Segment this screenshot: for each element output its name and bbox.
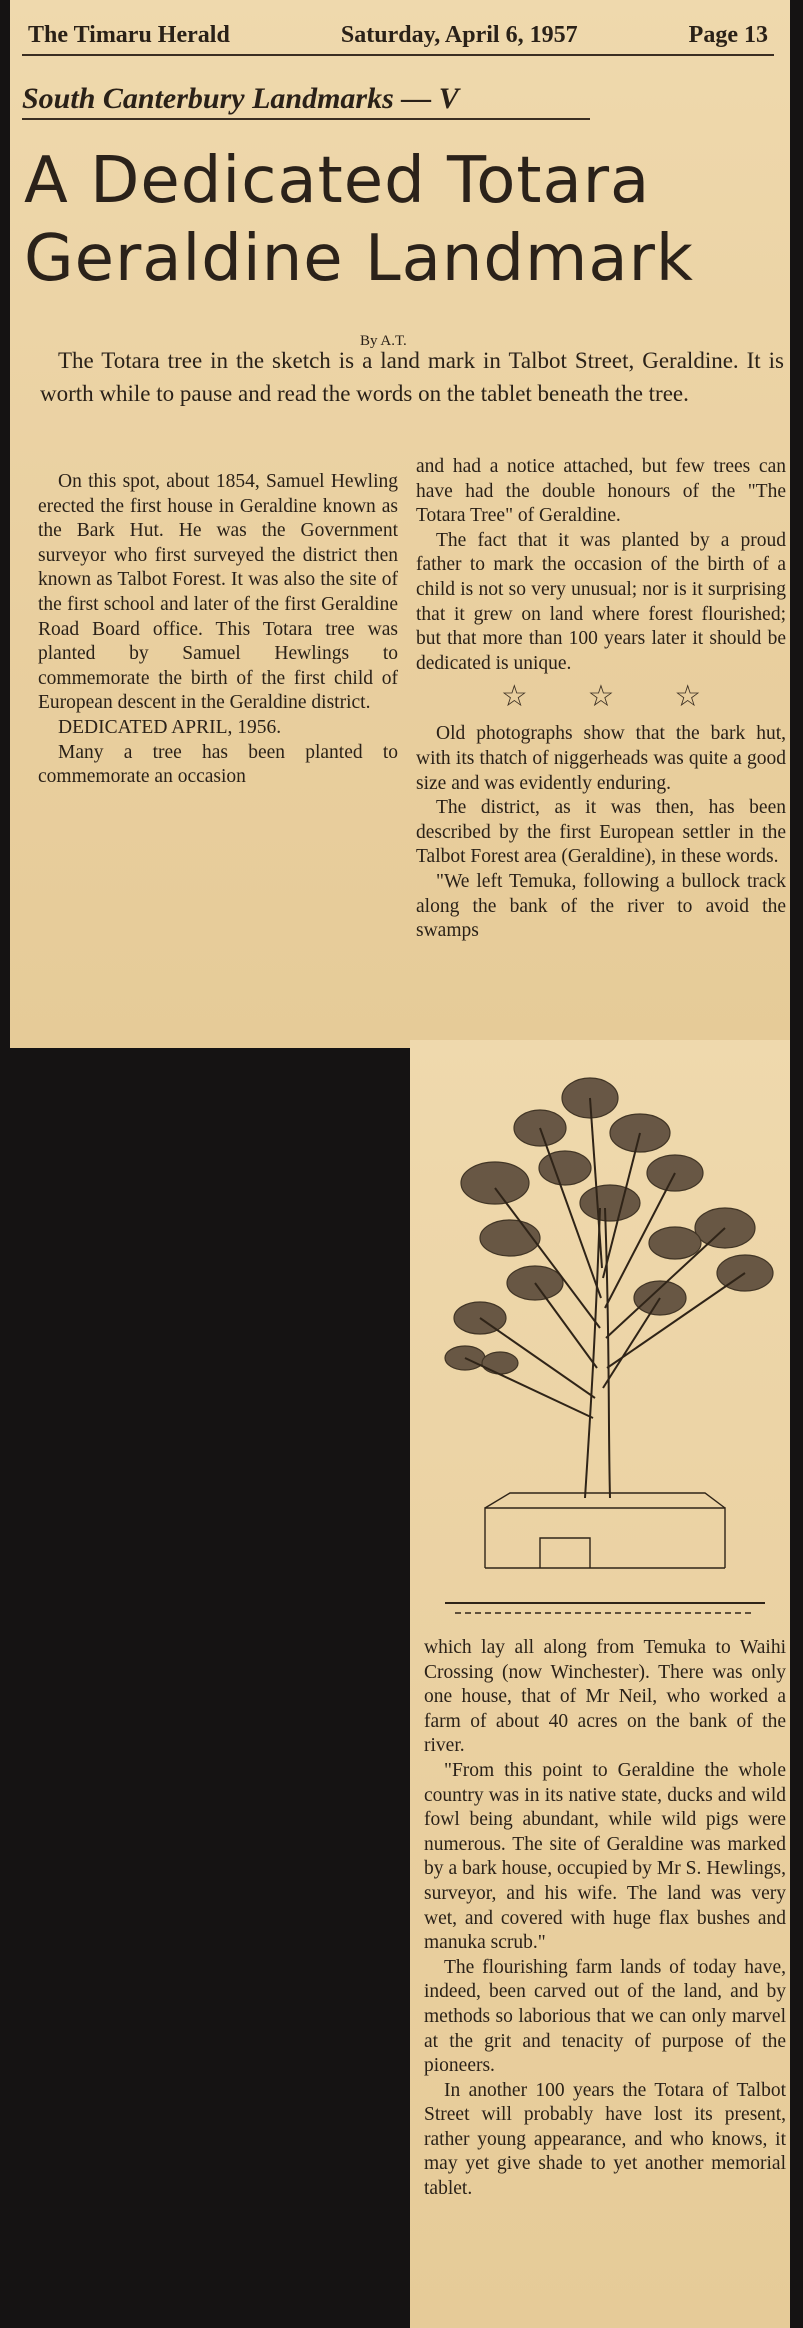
right-paragraph-4: The district, as it was then, has been described by the first European settler in the Talbot Forest area (Geraldine), in these words. [416,797,786,868]
right-column [416,455,786,944]
bottom-paragraph-2: "From this point to Geraldine the whole country was in its native state, ducks and wild fowl being abundant, while wild pigs were numerous. The site of Geraldine was marked by a bark house, occupied by Mr S. Hewlings, surveyor, and his wife. The land was very wet, and covered with huge flax bushes and manuka scrub." [424,1759,786,1954]
totara-tree-sketch-icon [425,1068,785,1628]
headline [24,142,784,298]
headline-line-1: A Dedicated Totara [24,144,651,218]
left-paragraph-2: Many a tree has been planted to commemorate an occasion [38,741,398,788]
star-divider [471,682,731,712]
star-icon: ☆ [674,680,702,714]
masthead [22,16,774,56]
issue-date: Saturday, April 6, 1957 [340,21,578,48]
headline-line-2: Geraldine Landmark [24,222,694,296]
byline: By A.T. [360,333,407,349]
right-paragraph-3: Old photographs show that the bark hut, with its thatch of niggerheads was quite a good size and was evidently enduring. [416,723,786,794]
left-paragraph-1: On this spot, about 1854, Samuel Hewling erected the first house in Geraldine known as the Bark Hut. He was the Government surveyor who first surveyed the district then known as Talbot Forest. It was also the site of the first school and later of the first Geraldine Road Board office. This Totara tree was planted by Samuel Hewlings to commemorate the birth of the first child of European descent in the Geraldine district. [38,471,398,714]
left-column [38,470,398,790]
star-icon: ☆ [587,680,615,714]
series-title: South Canterbury Landmarks — V [22,82,590,120]
bottom-column [424,1636,786,2202]
bottom-paragraph-4: In another 100 years the Totara of Talbot Street will probably have lost its present, rather young appearance, and who knows, it may yet give shade to yet another memorial tablet. [424,2079,786,2200]
dedication-line: DEDICATED APRIL, 1956. [58,716,282,738]
newspaper-name: The Timaru Herald [28,21,230,48]
right-paragraph-5: "We left Temuka, following a bullock track along the bank of the river to avoid the swamps [416,870,786,942]
star-icon: ☆ [500,680,528,714]
bottom-paragraph-1: which lay all along from Temuka to Waihi Crossing (now Winchester). There was only one house, that of Mr Neil, who worked a farm of about 40 acres on the bank of the river. [424,1637,786,1757]
bottom-paragraph-3: The flourishing farm lands of today have, indeed, been carved out of the land, and by methods so laborious that we can only marvel at the grit and tenacity of purpose of the pioneers. [424,1956,786,2077]
right-paragraph-1: and had a notice attached, but few trees can have had the double honours of the "The Totara Tree" of Geraldine. [416,456,786,527]
intro-paragraph: The Totara tree in the sketch is a land mark in Talbot Street, Geraldine. It is worth while to pause and read the words on the tablet beneath the tree. [40,348,784,406]
page-number: Page 13 [688,21,768,48]
right-paragraph-2: The fact that it was planted by a proud father to mark the occasion of the birth of a child is not so very unusual; nor is it surprising that it grew on land where forest flourished; but that more than 100 years later it should be dedicated is unique. [416,529,786,674]
